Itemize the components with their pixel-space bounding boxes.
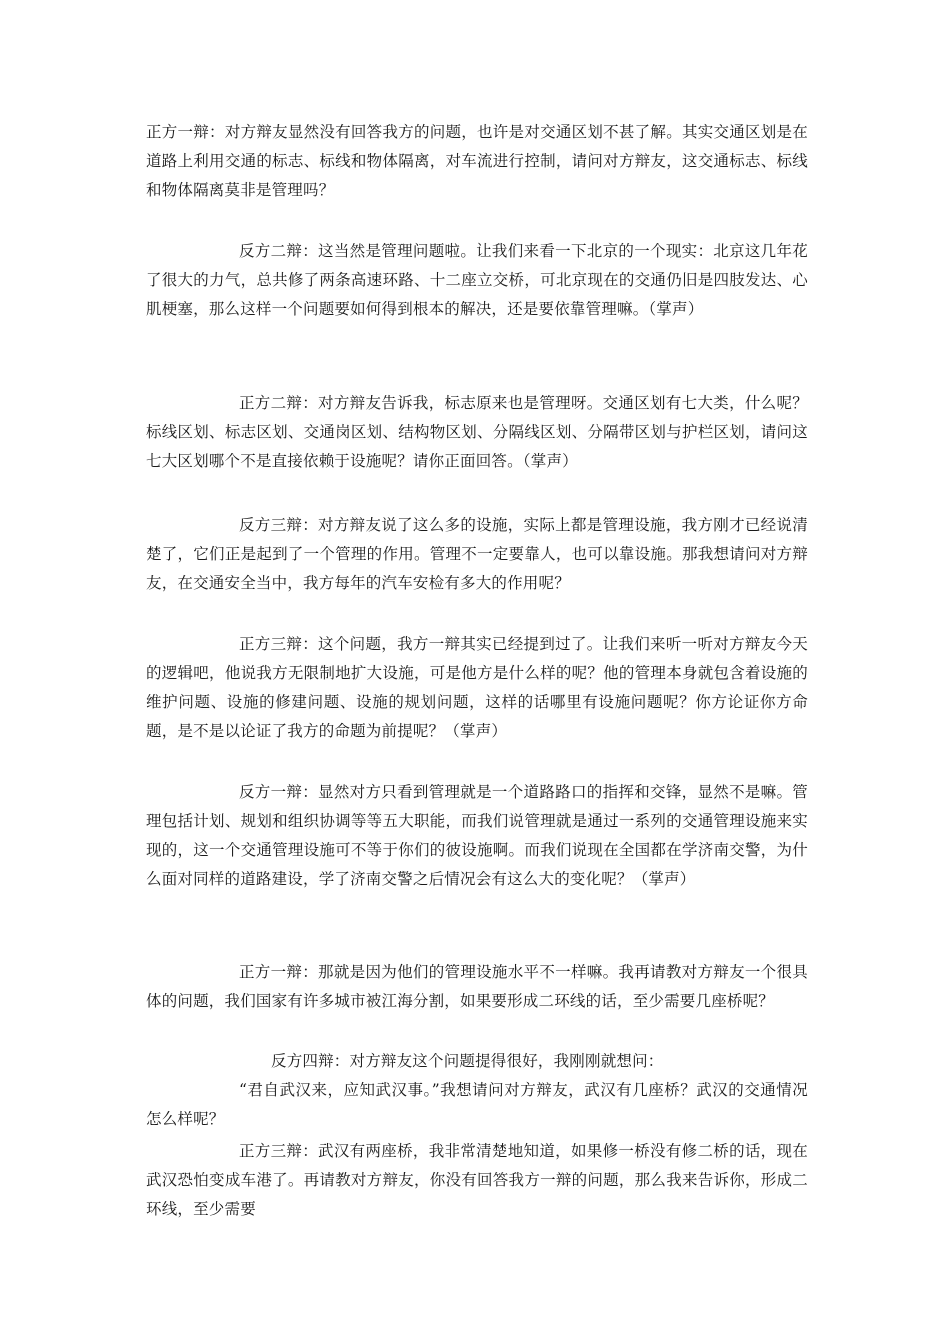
paragraph-affirmative-first-speaker: 正方一辩：对方辩友显然没有回答我方的问题，也许是对交通区划不甚了解。其实交通区划是在道路上利用交通的标志、标线和物体隔离，对车流进行控制，请问对方辩友，这交通标志、标线和物体隔离莫非是管理吗？ (146, 123, 808, 199)
paragraph-negative-first-speaker: 反方一辩：显然对方只看到管理就是一个道路路口的指挥和交锋，显然不是嘛。管理包括计划、规划和组织协调等等五大职能，而我们说管理就是通过一系列的交通管理设施来实现的，这一个交通管理设施可不等于你们的彼设施啊。而我们说现在全国都在学济南交警，为什么面对同样的道路建设，学了济南交警之后情况会有这么大的变化呢？（掌声） (146, 783, 808, 888)
paragraph-affirmative-second-speaker: 正方二辩：对方辩友告诉我，标志原来也是管理呀。交通区划有七大类，什么呢？标线区划、标志区划、交通岗区划、结构物区划、分隔线区划、分隔带区划与护栏区划，请问这七大区划哪个不是直接依赖于设施呢？请你正面回答。（掌声） (146, 394, 808, 470)
paragraph-affirmative-third-speaker: 正方三辩：这个问题，我方一辩其实已经提到过了。让我们来听一听对方辩友今天的逻辑吧，他说我方无限制地扩大设施，可是他方是什么样的呢？他的管理本身就包含着设施的维护问题、设施的修建问题、设施的规划问题，这样的话哪里有设施问题呢？你方论证你方命题，是不是以论证了我方的命题为前提呢？（掌声） (146, 635, 808, 740)
paragraph-quote: “君自武汉来，应知武汉事。”我想请问对方辩友，武汉有几座桥？武汉的交通情况怎么样呢？ (146, 1081, 808, 1128)
paragraph-negative-second-speaker: 反方二辩：这当然是管理问题啦。让我们来看一下北京的一个现实：北京这几年花了很大的力气，总共修了两条高速环路、十二座立交桥，可北京现在的交通仍旧是四肢发达、心肌梗塞，那么这样一个问题要如何得到根本的解决，还是要依靠管理嘛。（掌声） (146, 242, 808, 318)
paragraph-affirmative-third-speaker-2: 正方三辩：武汉有两座桥，我非常清楚地知道，如果修一桥没有修二桥的话，现在武汉恐怕变成车港了。再请教对方辩友，你没有回答我方一辩的问题，那么我来告诉你，形成二环线，至少需要 (146, 1142, 808, 1218)
paragraph-negative-third-speaker: 反方三辩：对方辩友说了这么多的设施，实际上都是管理设施，我方刚才已经说清楚了，它们正是起到了一个管理的作用。管理不一定要靠人，也可以靠设施。那我想请问对方辩友，在交通安全当中，我方每年的汽车安检有多大的作用呢？ (146, 516, 808, 592)
paragraph-affirmative-first-speaker-2: 正方一辩：那就是因为他们的管理设施水平不一样嘛。我再请教对方辩友一个很具体的问题，我们国家有许多城市被江海分割，如果要形成二环线的话，至少需要几座桥呢？ (146, 963, 808, 1010)
paragraph-negative-fourth-speaker: 反方四辩：对方辩友这个问题提得很好，我刚刚就想问： (271, 1052, 664, 1070)
